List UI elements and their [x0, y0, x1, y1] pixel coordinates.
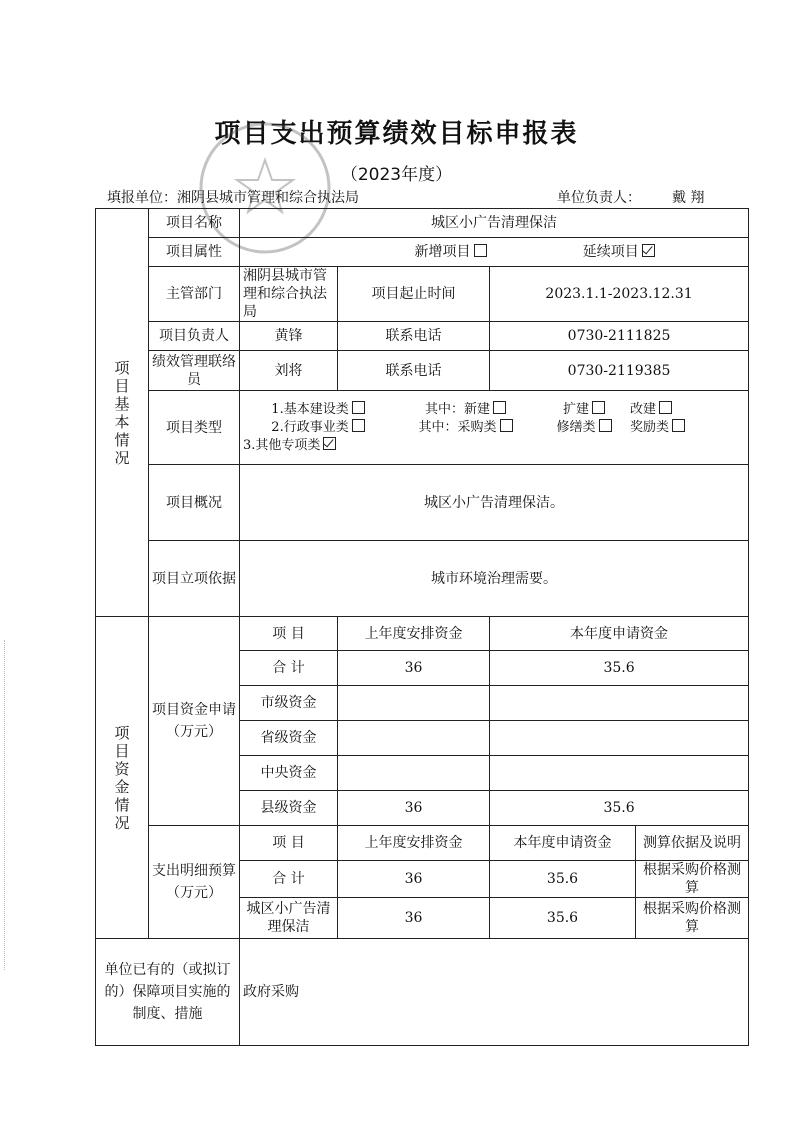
type1-rebuild-checkbox — [659, 401, 672, 414]
detail-col-basis: 测算依据及说明 — [636, 826, 749, 861]
type2-reward: 奖励类 — [630, 419, 685, 437]
basis-value: 城市环境治理需要。 — [240, 541, 749, 617]
perf-label: 绩效管理联络员 — [149, 351, 240, 391]
detail-row-basis: 根据采购价格测算 — [636, 898, 749, 939]
detail-col-last: 上年度安排资金 — [338, 826, 490, 861]
fund-row-this: 35.6 — [490, 791, 749, 826]
type2-purchase-checkbox — [500, 419, 513, 432]
type2-repair: 修缮类 — [538, 419, 630, 437]
type1-expand: 扩建 — [538, 401, 630, 419]
type1-new-checkbox — [493, 401, 506, 414]
scan-edge-marks — [4, 640, 15, 970]
project-name-value: 城区小广告清理保洁 — [240, 209, 749, 238]
leader-label: 项目负责人 — [149, 322, 240, 351]
attr-new-checkbox — [474, 244, 487, 257]
fund-row-last — [338, 721, 490, 756]
leader-phone-label: 联系电话 — [338, 322, 490, 351]
type1-checkbox — [352, 401, 365, 414]
fund-col-last: 上年度安排资金 — [338, 617, 490, 651]
detail-row-last: 36 — [338, 898, 490, 939]
type1: 1.基本建设类 — [243, 401, 393, 419]
attr-continue — [490, 238, 749, 267]
detail-row-this: 35.6 — [490, 898, 636, 939]
type1-expand-checkbox — [592, 401, 605, 414]
fund-row-label: 县级资金 — [240, 791, 338, 826]
fund-row-label: 中央资金 — [240, 756, 338, 791]
fund-row-this — [490, 721, 749, 756]
responsible-label: 单位负责人： — [557, 190, 641, 206]
period-value: 2023.1.1-2023.12.31 — [490, 267, 749, 322]
fund-row-last — [338, 756, 490, 791]
perf-phone-label: 联系电话 — [338, 351, 490, 391]
system-value: 政府采购 — [240, 939, 749, 1046]
leader-phone: 0730-2111825 — [490, 322, 749, 351]
fund-row-this — [490, 686, 749, 721]
project-attr-label: 项目属性 — [149, 238, 240, 267]
detail-row-label: 城区小广告清理保洁 — [240, 898, 338, 939]
form-title: 项目支出预算绩效目标申报表 — [214, 119, 579, 149]
section-funds: 项 目 资 金 情 况 — [96, 617, 149, 939]
leader-value: 黄锋 — [240, 322, 338, 351]
type1-new: 其中：新建 — [393, 401, 538, 419]
type2-reward-checkbox — [672, 419, 685, 432]
fund-col-this: 本年度申请资金 — [490, 617, 749, 651]
fund-row-label: 市级资金 — [240, 686, 338, 721]
fund-row-this: 35.6 — [490, 651, 749, 686]
type-label: 项目类型 — [149, 391, 240, 465]
section-basic: 项 目 基 本 情 况 — [96, 209, 149, 617]
period-label: 项目起止时间 — [338, 267, 490, 322]
basis-label: 项目立项依据 — [149, 541, 240, 617]
fund-row-this — [490, 756, 749, 791]
type2-checkbox — [352, 419, 365, 432]
attr-continue-label: 延续项目 — [582, 244, 639, 260]
type1-rebuild: 改建 — [630, 401, 672, 419]
overview-value: 城区小广告清理保洁。 — [240, 465, 749, 541]
form-year: （2023年度） — [340, 165, 453, 185]
type2: 2.行政事业类 — [243, 419, 393, 437]
detail-col-item: 项 目 — [240, 826, 338, 861]
detail-row-basis: 根据采购价格测算 — [636, 861, 749, 898]
attr-new — [240, 238, 490, 267]
type2-purchase: 其中：采购类 — [393, 419, 538, 437]
perf-phone: 0730-2119385 — [490, 351, 749, 391]
type-options — [240, 391, 749, 465]
type3-checkbox — [323, 437, 336, 450]
system-label: 单位已有的（或拟订的）保障项目实施的制度、措施 — [96, 939, 240, 1046]
project-name-label: 项目名称 — [149, 209, 240, 238]
responsible-name: 戴 翔 — [672, 190, 705, 206]
budget-table — [95, 208, 749, 1046]
detail-label: 支出明细预算（万元） — [149, 826, 240, 939]
detail-col-this: 本年度申请资金 — [490, 826, 636, 861]
dept-value: 湘阴县城市管理和综合执法局 — [240, 267, 338, 322]
fund-row-last: 36 — [338, 791, 490, 826]
type3: 3.其他专项类 — [243, 437, 336, 455]
fund-row-last: 36 — [338, 651, 490, 686]
fund-col-item: 项 目 — [240, 617, 338, 651]
type2-repair-checkbox — [599, 419, 612, 432]
detail-row-last: 36 — [338, 861, 490, 898]
detail-row-this: 35.6 — [490, 861, 636, 898]
dept-label: 主管部门 — [149, 267, 240, 322]
perf-value: 刘将 — [240, 351, 338, 391]
fund-apply-label: 项目资金申请（万元） — [149, 617, 240, 826]
attr-new-label: 新增项目 — [414, 244, 471, 260]
attr-continue-checkbox — [642, 244, 655, 257]
overview-label: 项目概况 — [149, 465, 240, 541]
detail-row-label: 合 计 — [240, 861, 338, 898]
fund-row-label: 合 计 — [240, 651, 338, 686]
fund-row-last — [338, 686, 490, 721]
fund-row-label: 省级资金 — [240, 721, 338, 756]
filler-unit: 填报单位：湘阴县城市管理和综合执法局 — [107, 190, 359, 206]
